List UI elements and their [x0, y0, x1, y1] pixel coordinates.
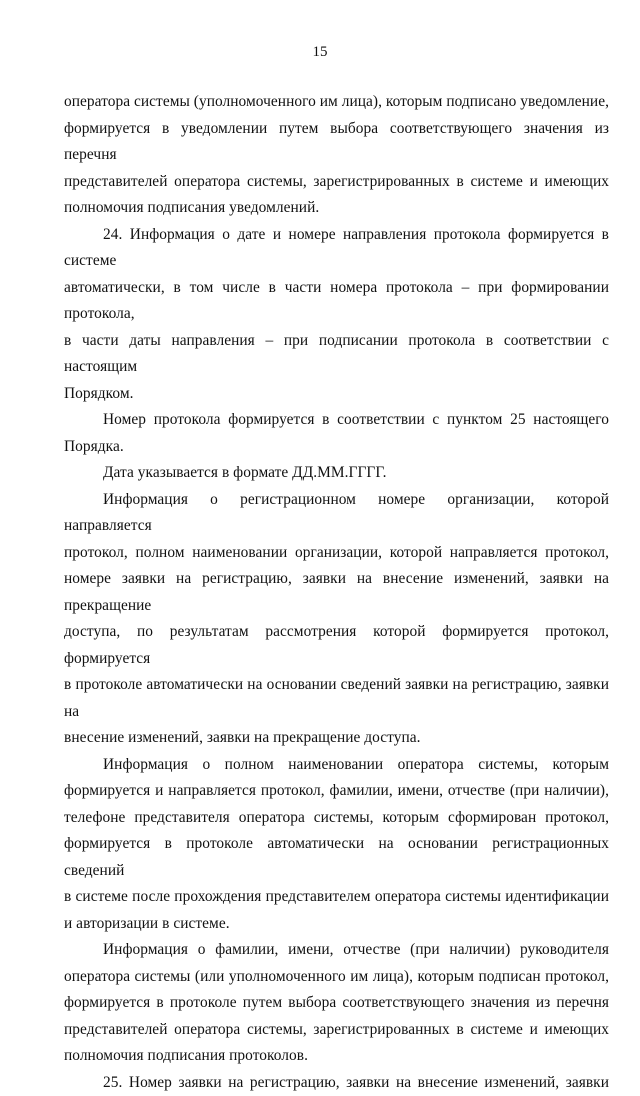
paragraph — [64, 460, 609, 487]
paragraph — [64, 752, 609, 938]
text-line: протокол, полном наименовании организации, которой направляется протокол, — [64, 540, 609, 567]
paragraph — [64, 222, 609, 408]
text-line: Информация о регистрационном номере организации, которой направляется — [64, 487, 609, 540]
text-line: полномочия подписания протоколов. — [64, 1043, 609, 1070]
page-number: 15 — [0, 44, 640, 61]
text-line: Информация о фамилии, имени, отчестве (при наличии) руководителя — [64, 937, 609, 964]
text-line: Номер протокола формируется в соответствии с пунктом 25 настоящего — [64, 407, 609, 434]
text-line: 25. Номер заявки на регистрацию, заявки на внесение изменений, заявки — [64, 1070, 609, 1096]
text-line: формируется в уведомлении путем выбора соответствующего значения из перечня — [64, 116, 609, 169]
text-line: формируется в протоколе автоматически на основании регистрационных сведений — [64, 831, 609, 884]
text-line: представителей оператора системы, зарегистрированных в системе и имеющих — [64, 169, 609, 196]
text-line: 24. Информация о дате и номере направления протокола формируется в системе — [64, 222, 609, 275]
text-line: телефоне представителя оператора системы, которым сформирован протокол, — [64, 805, 609, 832]
text-line: Порядком. — [64, 381, 609, 408]
text-line: автоматически, в том числе в части номера протокола – при формировании протокола, — [64, 275, 609, 328]
text-line: в протоколе автоматически на основании сведений заявки на регистрацию, заявки на — [64, 672, 609, 725]
text-line: Порядка. — [64, 434, 609, 461]
text-line: в системе после прохождения представителем оператора системы идентификации — [64, 884, 609, 911]
text-line: полномочия подписания уведомлений. — [64, 195, 609, 222]
paragraph — [64, 1070, 609, 1096]
text-line: Дата указывается в формате ДД.ММ.ГГГГ. — [64, 460, 609, 487]
text-line: номере заявки на регистрацию, заявки на внесение изменений, заявки на прекращение — [64, 566, 609, 619]
text-line: формируется и направляется протокол, фамилии, имени, отчестве (при наличии), — [64, 778, 609, 805]
paragraph — [64, 937, 609, 1070]
text-line: и авторизации в системе. — [64, 911, 609, 938]
paragraph — [64, 407, 609, 460]
text-line: оператора системы (или уполномоченного им лица), которым подписан протокол, — [64, 964, 609, 991]
text-line: оператора системы (уполномоченного им лица), которым подписано уведомление, — [64, 89, 609, 116]
text-line: внесение изменений, заявки на прекращение доступа. — [64, 725, 609, 752]
text-line: Информация о полном наименовании оператора системы, которым — [64, 752, 609, 779]
paragraph — [64, 487, 609, 752]
text-line: представителей оператора системы, зарегистрированных в системе и имеющих — [64, 1017, 609, 1044]
text-line: в части даты направления – при подписании протокола в соответствии с настоящим — [64, 328, 609, 381]
text-line: доступа, по результатам рассмотрения которой формируется протокол, формируется — [64, 619, 609, 672]
paragraph — [64, 89, 609, 222]
text-line: формируется в протоколе путем выбора соответствующего значения из перечня — [64, 990, 609, 1017]
document-body — [64, 89, 609, 1096]
